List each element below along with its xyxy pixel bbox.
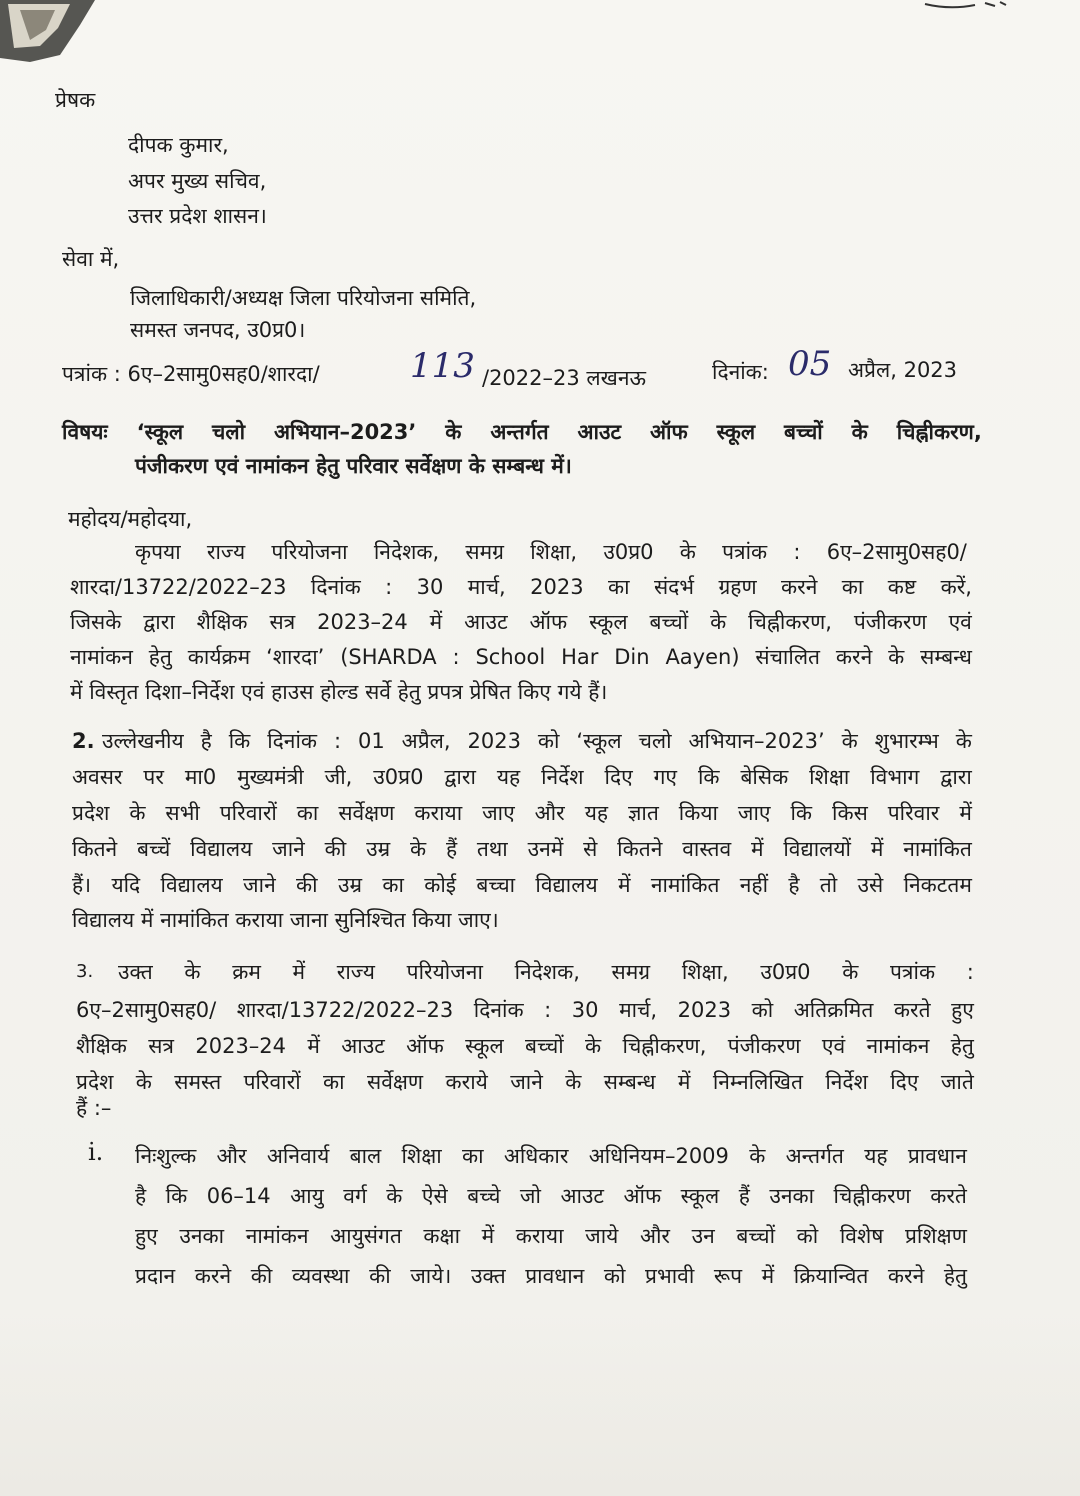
para1-line-4: नामांकन हेतु कार्यक्रम ‘शारदा’ (SHARDA : School Har Din Aayen) संचालित करने के सम्बन्ध <box>70 645 972 669</box>
binder-clip-image <box>0 0 100 70</box>
top-ink-mark <box>920 0 1010 12</box>
item1-line-1: निःशुल्क और अनिवार्य बाल शिक्षा का अधिकार अधिनियम–2009 के अन्तर्गत यह प्रावधान <box>135 1144 967 1168</box>
para2-line-2: अवसर पर मा0 मुख्यमंत्री जी, उ0प्र0 द्वारा यह निर्देश दिए गए कि बेसिक शिक्षा विभाग द्वारा <box>72 765 972 789</box>
ref-date-label: दिनांक: <box>712 360 769 384</box>
para3-line-1: उक्त के क्रम में राज्य परियोजना निदेशक, समग्र शिक्षा, उ0प्र0 के पत्रांक : <box>118 960 974 984</box>
ref-date-day-handwritten: 05 <box>788 344 832 384</box>
recipient-line-2: समस्त जनपद, उ0प्र0। <box>130 318 306 342</box>
item1-line-3: हुए उनका नामांकन आयुसंगत कक्षा में कराया जाये और उन बच्चों को विशेष प्रशिक्षण <box>135 1224 967 1248</box>
subject-line-1: विषयः ‘स्कूल चलो अभियान–2023’ के अन्तर्गत आउट ऑफ स्कूल बच्चों के चिह्नीकरण, <box>62 420 982 444</box>
page-bottom-shade <box>0 1316 1080 1496</box>
ref-date-rest: अप्रैल, 2023 <box>848 358 958 382</box>
para1-line-1: कृपया राज्य परियोजना निदेशक, समग्र शिक्षा, उ0प्र0 के पत्रांक : 6ए–2सामु0सह0/ <box>135 540 967 564</box>
para3-line-5: हैं :– <box>76 1096 112 1120</box>
ref-number-handwritten: 113 <box>410 346 475 386</box>
para2-line-1: उल्लेखनीय है कि दिनांक : 01 अप्रैल, 2023 को ‘स्कूल चलो अभियान–2023’ के शुभारम्भ के <box>102 729 972 753</box>
para2-line-5: हैं। यदि विद्यालय जाने की उम्र का कोई बच्चा विद्यालय में नामांकित नहीं है तो उसे निकटतम <box>72 873 972 897</box>
sender-office: उत्तर प्रदेश शासन। <box>128 204 267 228</box>
para3-number: 3. <box>76 961 94 982</box>
sender-designation: अपर मुख्य सचिव, <box>128 169 267 193</box>
subject-line-2: पंजीकरण एवं नामांकन हेतु परिवार सर्वेक्षण के सम्बन्ध में। <box>135 454 572 478</box>
item1-line-4: प्रदान करने की व्यवस्था की जाये। उक्त प्रावधान को प्रभावी रूप में क्रियान्वित करने हेतु <box>135 1264 967 1288</box>
sender-label: प्रेषक <box>55 88 96 112</box>
ref-prefix: पत्रांक : 6ए–2सामु0सह0/शारदा/ <box>62 362 320 386</box>
salutation: महोदय/महोदया, <box>68 507 193 531</box>
sender-name: दीपक कुमार, <box>128 133 229 157</box>
ref-suffix: /2022–23 लखनऊ <box>482 366 646 390</box>
recipient-label: सेवा में, <box>62 247 120 271</box>
para3-line-2: 6ए–2सामु0सह0/ शारदा/13722/2022–23 दिनांक : 30 मार्च, 2023 को अतिक्रमित करते हुए <box>76 998 974 1022</box>
para1-line-3: जिसके द्वारा शैक्षिक सत्र 2023–24 में आउट ऑफ स्कूल बच्चों के चिह्नीकरण, पंजीकरण एवं <box>70 610 972 634</box>
para2-line-6: विद्यालय में नामांकित कराया जाना सुनिश्चित किया जाए। <box>72 908 499 932</box>
item1-line-2: है कि 06–14 आयु वर्ग के ऐसे बच्चे जो आउट ऑफ स्कूल हैं उनका चिह्नीकरण करते <box>135 1184 967 1208</box>
item1-number: i. <box>88 1138 104 1166</box>
para1-line-5: में विस्तृत दिशा–निर्देश एवं हाउस होल्ड सर्वे हेतु प्रपत्र प्रेषित किए गये हैं। <box>70 680 608 704</box>
para2-line-3: प्रदेश के सभी परिवारों का सर्वेक्षण कराया जाए और यह ज्ञात किया जाए कि किस परिवार में <box>72 801 972 825</box>
para3-line-3: शैक्षिक सत्र 2023–24 में आउट ऑफ स्कूल बच्चों के चिह्नीकरण, पंजीकरण एवं नामांकन हेतु <box>76 1034 974 1058</box>
para2-line-4: कितने बच्चें विद्यालय जाने की उम्र के हैं तथा उनमें से कितने वास्तव में विद्यालयों में नामांकित <box>72 837 972 861</box>
para3-line-4: प्रदेश के समस्त परिवारों का सर्वेक्षण कराये जाने के सम्बन्ध में निम्नलिखित निर्देश दिए जाते <box>76 1070 974 1094</box>
para1-line-2: शारदा/13722/2022–23 दिनांक : 30 मार्च, 2023 का संदर्भ ग्रहण करने का कष्ट करें, <box>70 575 972 599</box>
recipient-line-1: जिलाधिकारी/अध्यक्ष जिला परियोजना समिति, <box>130 286 477 310</box>
para2-number: 2. <box>72 729 95 753</box>
